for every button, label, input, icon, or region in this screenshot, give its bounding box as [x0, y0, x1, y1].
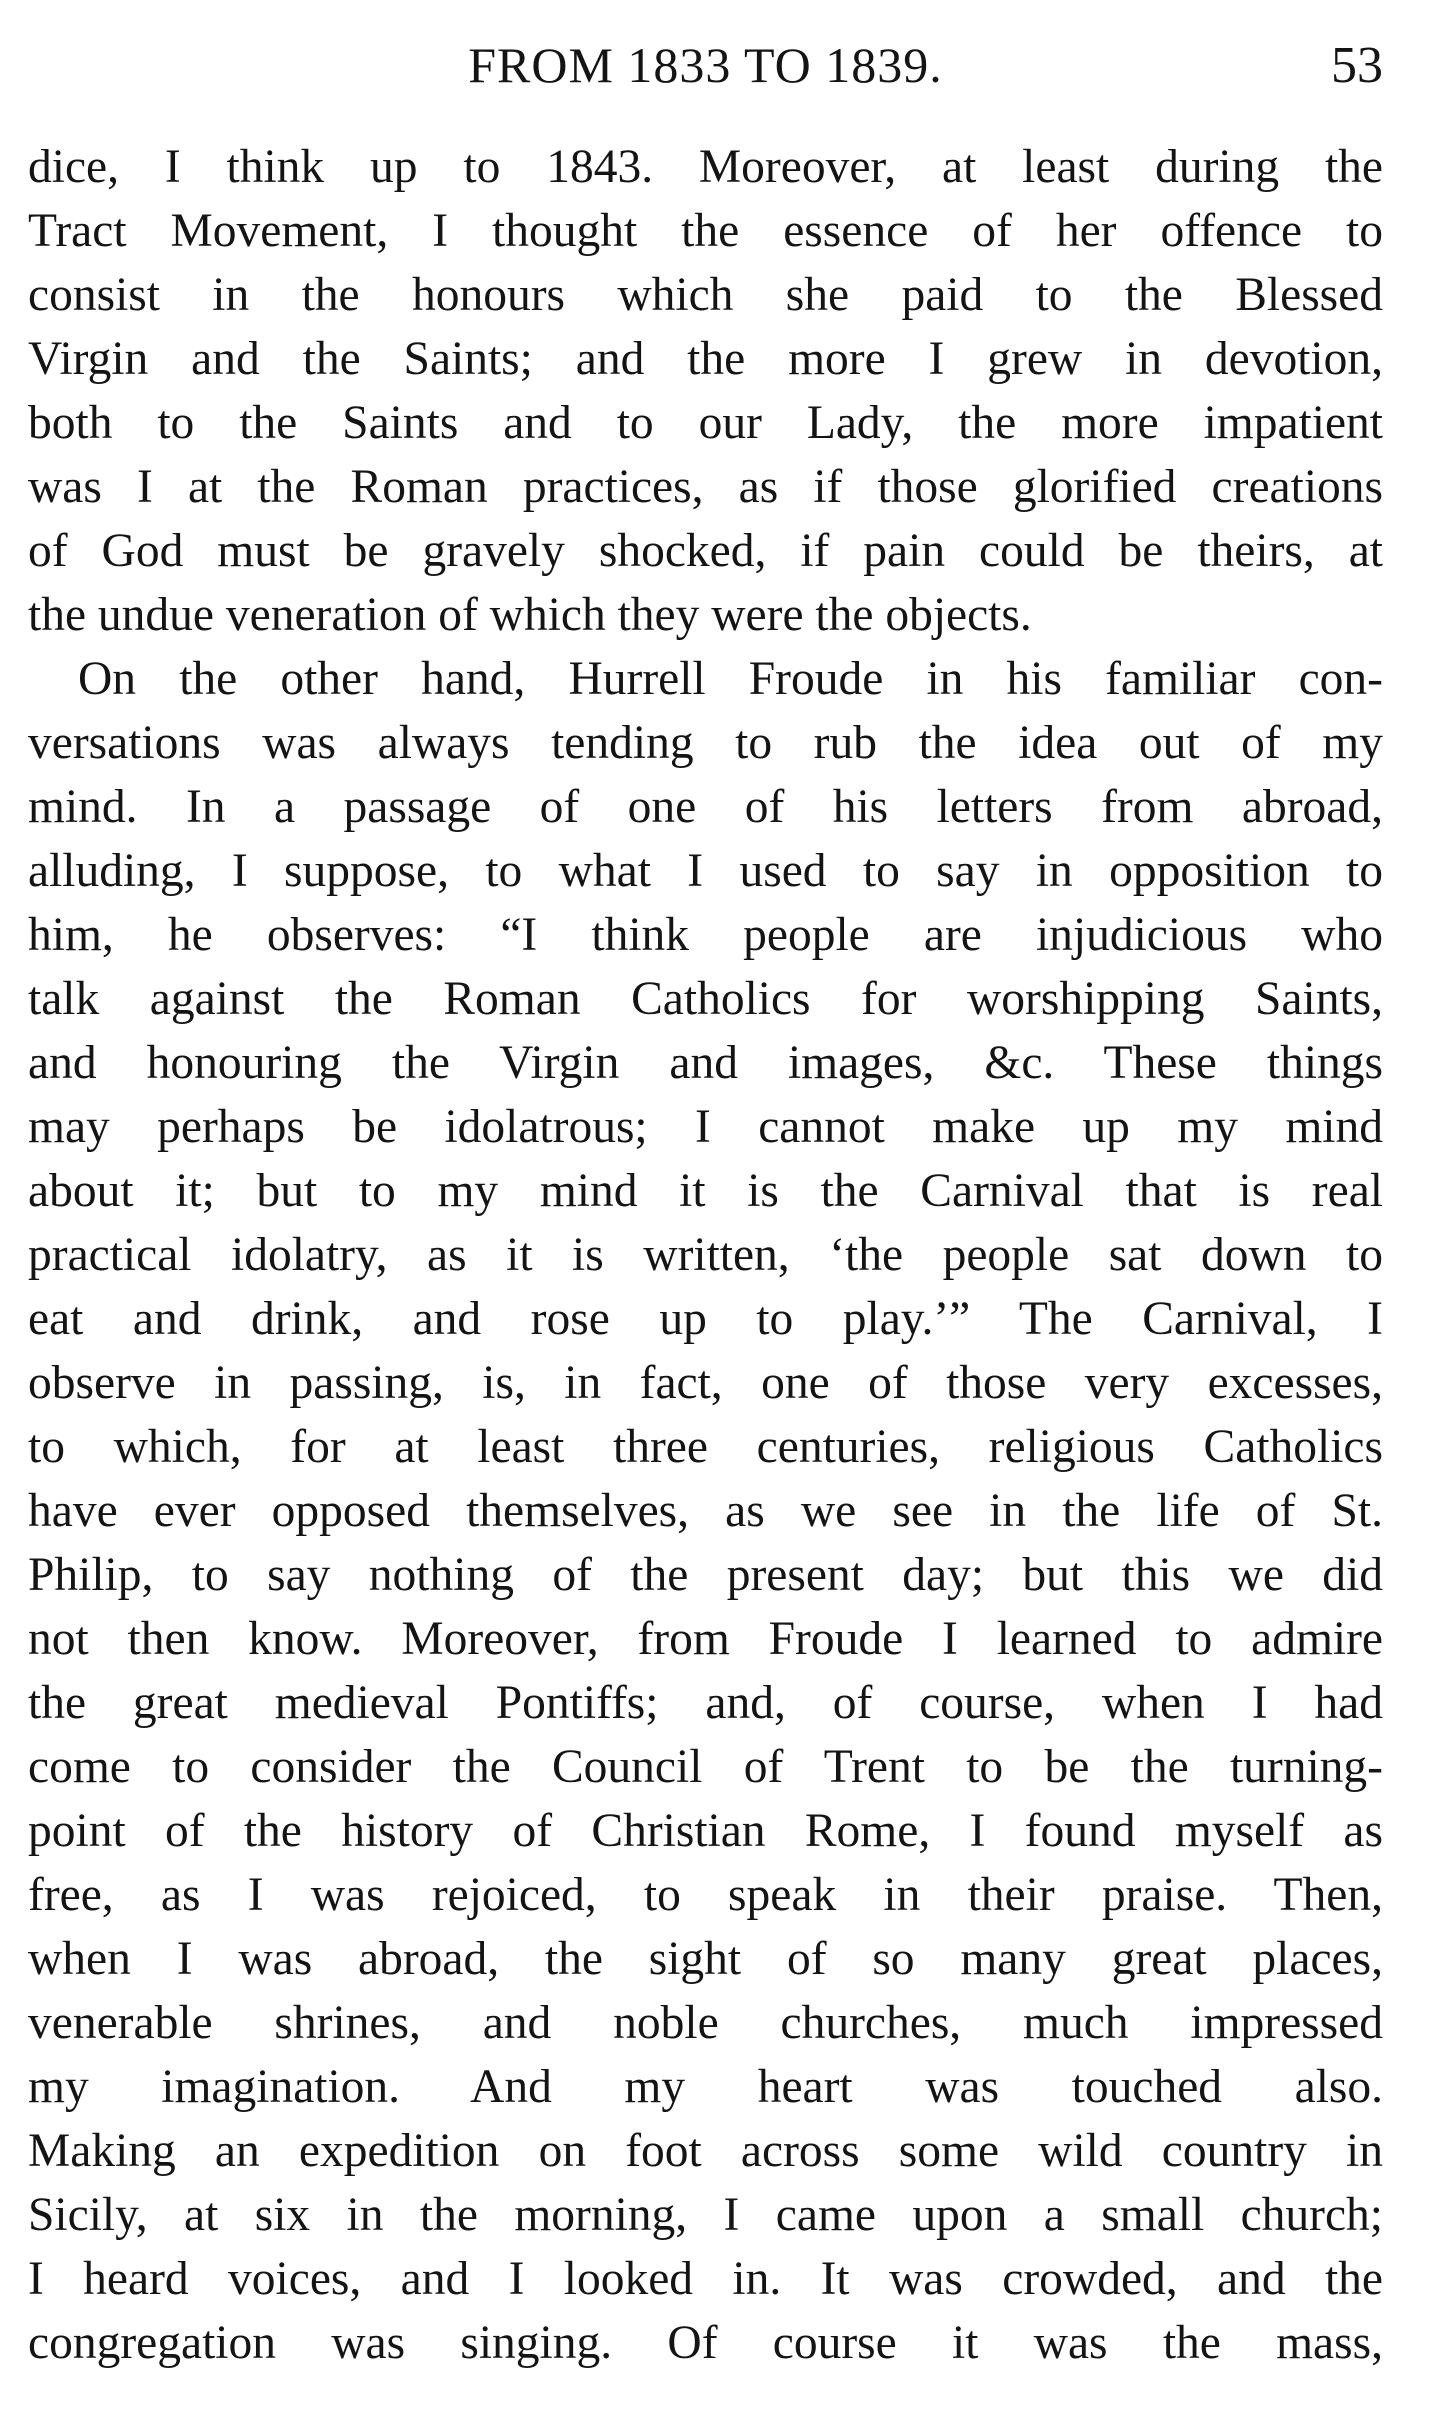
text-line: him, he observes: “I think people are injudicious who	[28, 909, 1383, 961]
text-line: On the other hand, Hurrell Froude in his familiar con-	[78, 653, 1383, 705]
running-head	[28, 36, 1383, 106]
text-line: when I was abroad, the sight of so many great places,	[28, 1933, 1383, 1985]
text-line: my imagination. And my heart was touched also.	[28, 2061, 1383, 2113]
text-line: have ever opposed themselves, as we see in the life of St.	[28, 1485, 1383, 1537]
text-line: talk against the Roman Catholics for worshipping Saints,	[28, 973, 1383, 1025]
text-line: dice, I think up to 1843. Moreover, at least during the	[28, 141, 1383, 193]
text-line: consist in the honours which she paid to the Blessed	[28, 269, 1383, 321]
text-line: both to the Saints and to our Lady, the more impatient	[28, 397, 1383, 449]
text-line: of God must be gravely shocked, if pain could be theirs, at	[28, 525, 1383, 577]
text-line: come to consider the Council of Trent to be the turning-	[28, 1741, 1383, 1793]
text-line: Sicily, at six in the morning, I came upon a small church;	[28, 2189, 1383, 2241]
text-line: Philip, to say nothing of the present day; but this we did	[28, 1549, 1383, 1601]
text-line: may perhaps be idolatrous; I cannot make up my mind	[28, 1101, 1383, 1153]
body-text	[28, 135, 1383, 2375]
text-line: the undue veneration of which they were the objects.	[28, 589, 1032, 641]
text-line: free, as I was rejoiced, to speak in their praise. Then,	[28, 1869, 1383, 1921]
text-line: observe in passing, is, in fact, one of those very excesses,	[28, 1357, 1383, 1409]
text-line: venerable shrines, and noble churches, much impressed	[28, 1997, 1383, 2049]
text-line: Making an expedition on foot across some wild country in	[28, 2125, 1383, 2177]
running-title: FROM 1833 TO 1839.	[468, 37, 943, 93]
text-line: Tract Movement, I thought the essence of her offence to	[28, 205, 1383, 257]
page-number: 53	[1331, 37, 1383, 94]
text-line: mind. In a passage of one of his letters from abroad,	[28, 781, 1383, 833]
text-line: and honouring the Virgin and images, &c. These things	[28, 1037, 1383, 1089]
text-line: about it; but to my mind it is the Carnival that is real	[28, 1165, 1383, 1217]
text-line: I heard voices, and I looked in. It was crowded, and the	[28, 2253, 1383, 2305]
text-line: versations was always tending to rub the idea out of my	[28, 717, 1383, 769]
paragraph-2	[28, 647, 1383, 2375]
paragraph-1	[28, 135, 1383, 647]
text-line: point of the history of Christian Rome, I found myself as	[28, 1805, 1383, 1857]
text-line: not then know. Moreover, from Froude I learned to admire	[28, 1613, 1383, 1665]
text-line: Virgin and the Saints; and the more I grew in devotion,	[28, 333, 1383, 385]
text-line: alluding, I suppose, to what I used to say in opposition to	[28, 845, 1383, 897]
text-line: eat and drink, and rose up to play.’” The Carnival, I	[28, 1293, 1383, 1345]
text-line: the great medieval Pontiffs; and, of course, when I had	[28, 1677, 1383, 1729]
text-line: to which, for at least three centuries, religious Catholics	[28, 1421, 1383, 1473]
text-line: congregation was singing. Of course it was the mass,	[28, 2317, 1383, 2369]
text-line: practical idolatry, as it is written, ‘the people sat down to	[28, 1229, 1383, 1281]
text-line: was I at the Roman practices, as if those glorified creations	[28, 461, 1383, 513]
